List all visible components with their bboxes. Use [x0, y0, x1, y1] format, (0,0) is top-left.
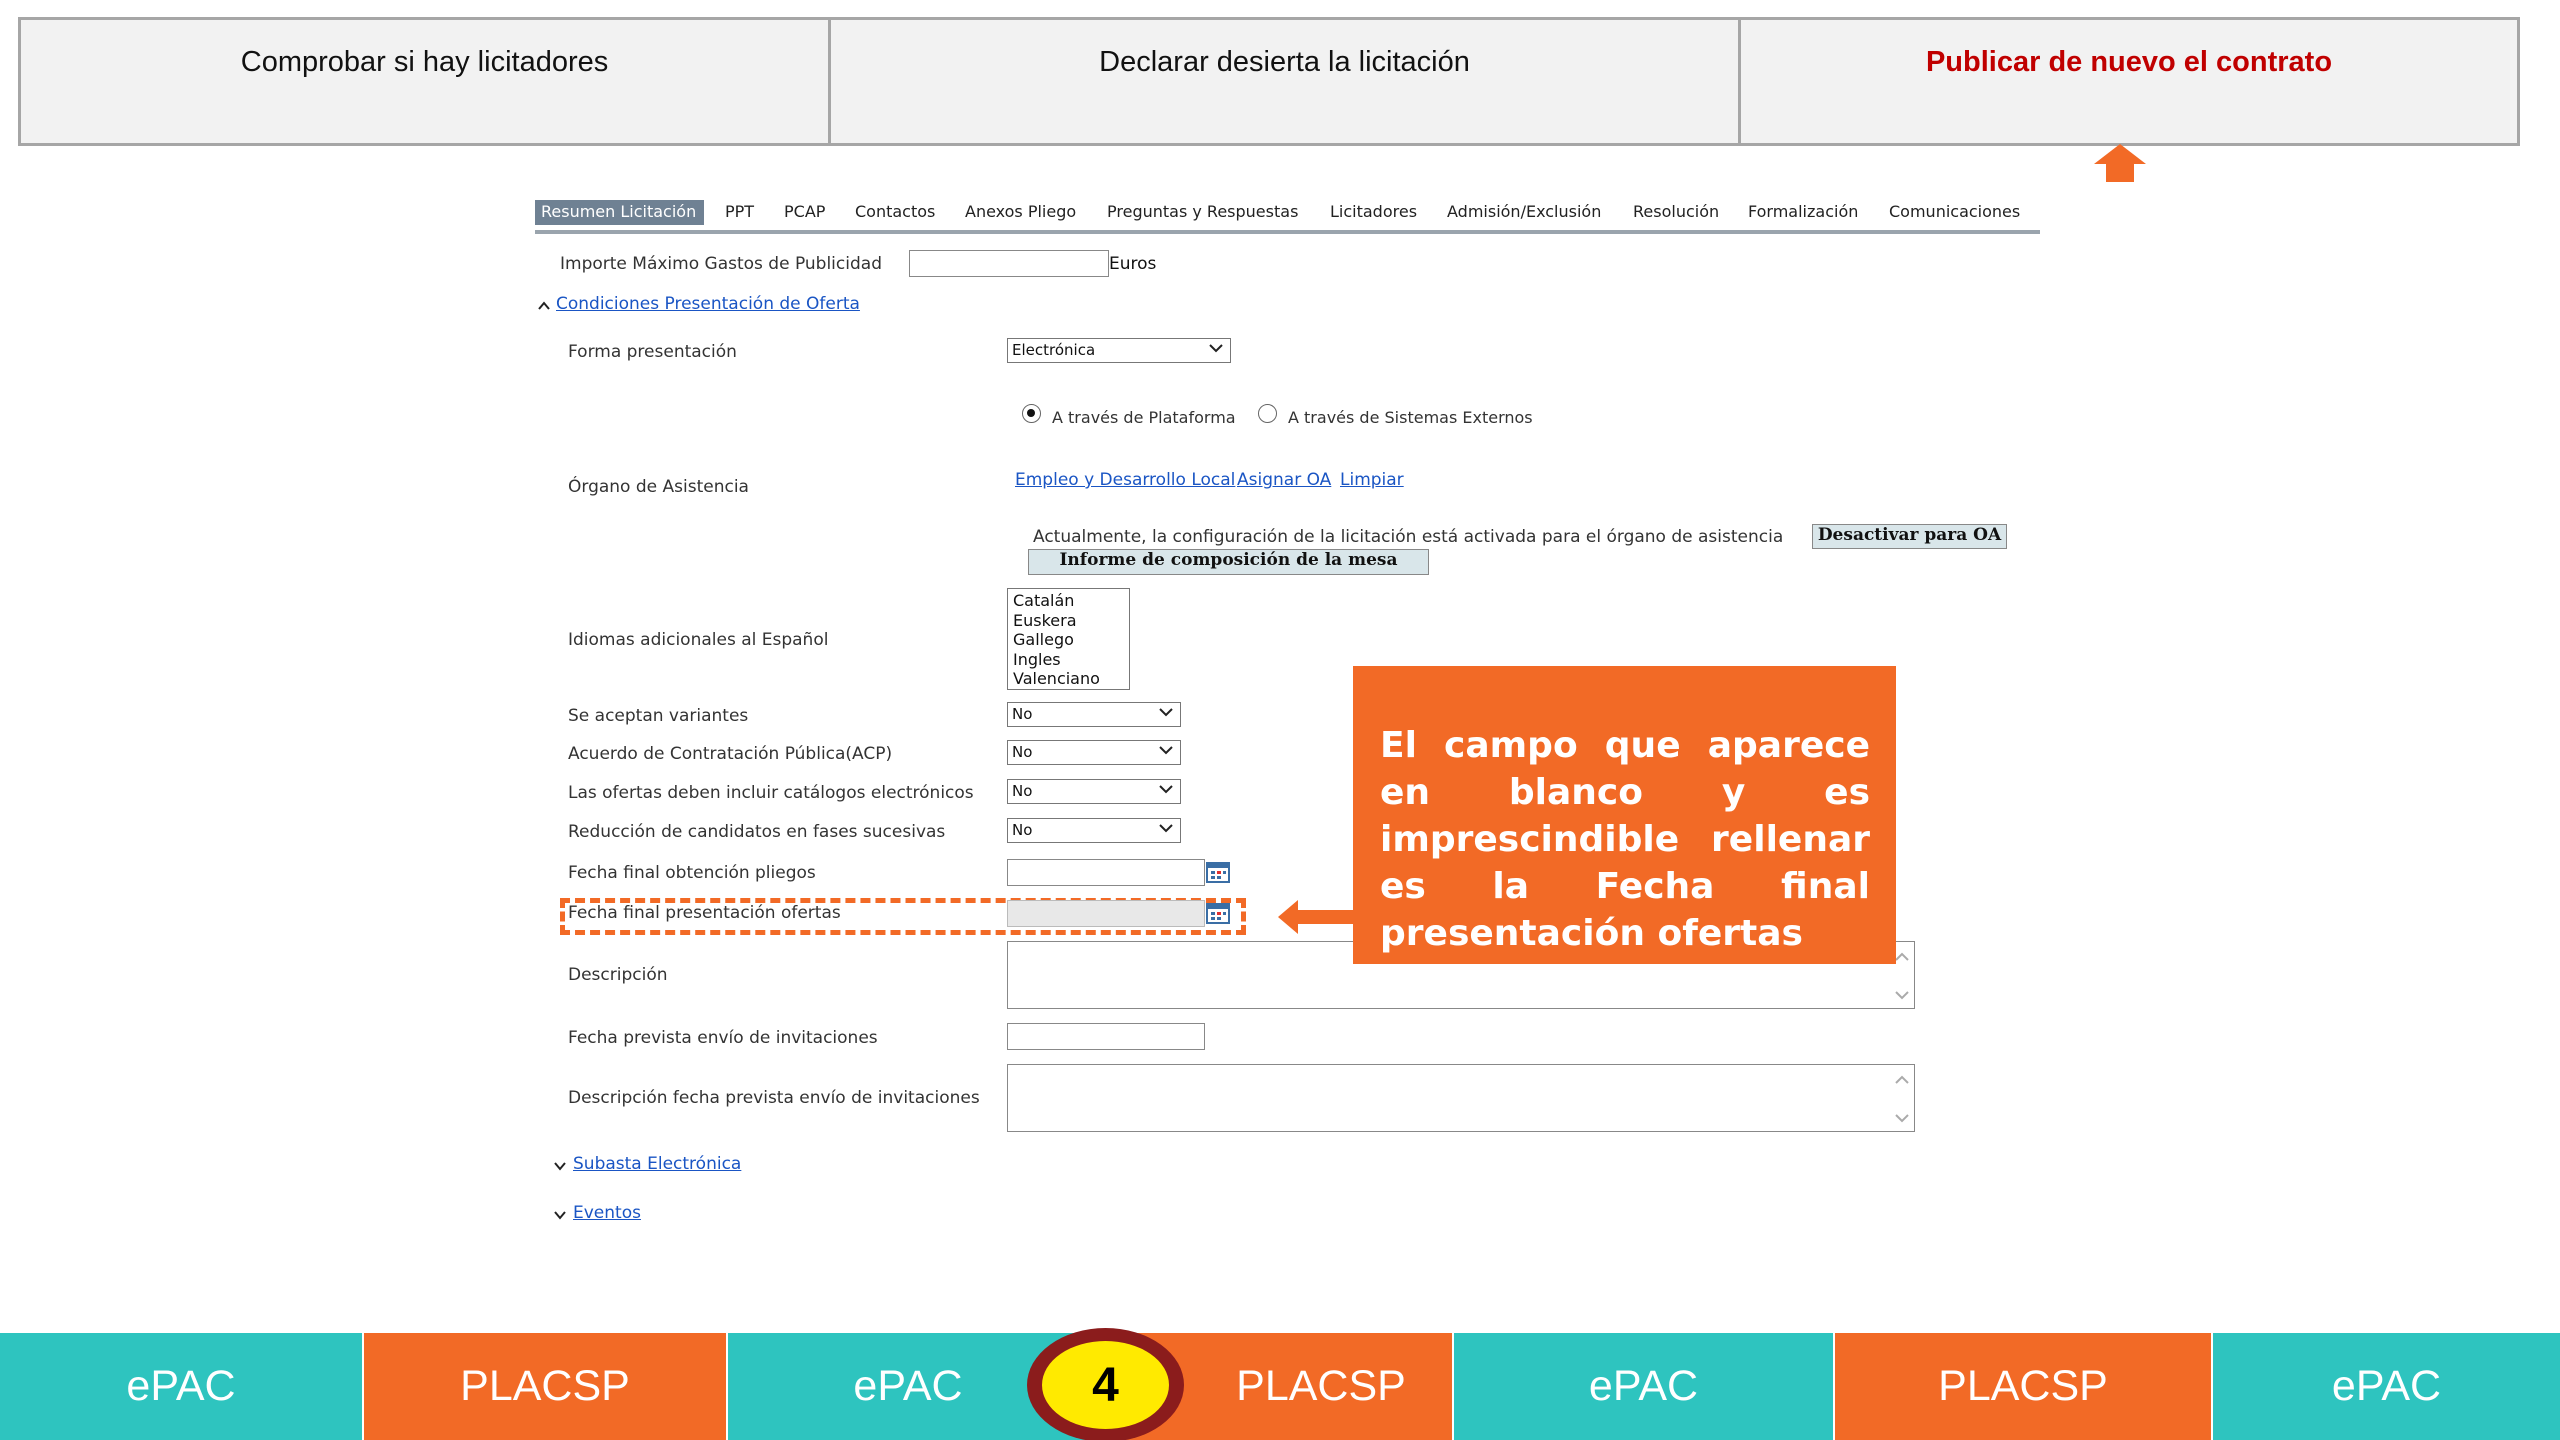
step-publicar: Publicar de nuevo el contrato [1738, 20, 2517, 143]
catalogos-label: Las ofertas deben incluir catálogos electrónicos [568, 783, 974, 803]
step-number-badge [1027, 1328, 1184, 1440]
informe-mesa-button[interactable]: Informe de composición de la mesa [1028, 549, 1429, 575]
desc-fecha-invit-label: Descripción fecha prevista envío de invitaciones [568, 1088, 980, 1108]
idioma-option[interactable]: Catalán [1013, 591, 1075, 610]
acp-label: Acuerdo de Contratación Pública(ACP) [568, 744, 893, 764]
fecha-ofertas-input[interactable] [1007, 900, 1205, 927]
chevron-down-icon [1158, 704, 1174, 720]
variantes-value: No [1012, 705, 1033, 723]
config-note: Actualmente, la configuración de la licitación está activada para el órgano de asistencia [1033, 527, 1784, 547]
organo-link[interactable]: Empleo y Desarrollo Local [1015, 470, 1236, 490]
callout-text: El campo que aparece en blanco y es imprescindible rellenar es la Fecha final presentación ofertas [1380, 725, 1870, 954]
asignar-oa-link[interactable]: Asignar OA [1237, 470, 1332, 490]
forma-value: Electrónica [1012, 341, 1096, 359]
idioma-option[interactable]: Ingles [1013, 649, 1061, 669]
fecha-pliegos-label: Fecha final obtención pliegos [568, 863, 816, 883]
chevron-down-icon [1158, 820, 1174, 836]
bottom-epac: ePAC [1452, 1333, 1833, 1440]
desc-fecha-invit-textarea[interactable] [1007, 1064, 1915, 1132]
chevron-up-icon[interactable] [536, 298, 552, 314]
tab-pcap[interactable]: PCAP [784, 202, 826, 221]
importe-label: Importe Máximo Gastos de Publicidad [560, 254, 882, 274]
up-arrow-icon [2094, 144, 2146, 182]
eventos-link[interactable]: Eventos [573, 1203, 641, 1223]
bottom-placsp: PLACSP [1833, 1333, 2211, 1440]
steps-bar [18, 17, 2520, 146]
idioma-option[interactable]: Gallego [1013, 630, 1074, 649]
step-number: 4 [1042, 1341, 1169, 1429]
desactivar-oa-button[interactable]: Desactivar para OA [1812, 524, 2007, 549]
bottom-placsp: PLACSP [362, 1333, 726, 1440]
fecha-invit-label: Fecha prevista envío de invitaciones [568, 1028, 878, 1048]
fecha-pliegos-input[interactable] [1007, 859, 1205, 886]
tab-admision-exclusion[interactable]: Admisión/Exclusión [1447, 202, 1602, 221]
descripcion-label: Descripción [568, 965, 668, 985]
tab-comunicaciones[interactable]: Comunicaciones [1889, 202, 2021, 221]
forma-select[interactable] [1007, 338, 1231, 363]
catalogos-value: No [1012, 782, 1033, 800]
radio-externos[interactable] [1258, 404, 1277, 423]
tab-anexos-pliego[interactable]: Anexos Pliego [965, 202, 1077, 221]
tab-resumen-licitacion[interactable]: Resumen Licitación [535, 200, 704, 225]
tab-resolucion[interactable]: Resolución [1633, 202, 1720, 221]
chevron-down-icon [1158, 742, 1174, 758]
callout-box [1353, 666, 1896, 964]
step-declarar: Declarar desierta la licitación [828, 20, 1738, 143]
calendar-icon[interactable] [1205, 901, 1231, 925]
step-comprobar: Comprobar si hay licitadores [240, 46, 609, 78]
acp-value: No [1012, 743, 1033, 761]
chevron-down-icon[interactable] [552, 1207, 568, 1223]
importe-input[interactable] [909, 250, 1109, 277]
left-arrow-icon [1278, 900, 1354, 934]
idioma-option[interactable]: Valenciano [1013, 669, 1100, 688]
tab-bar [535, 200, 2040, 234]
bottom-epac: ePAC [726, 1333, 1088, 1440]
radio-plataforma[interactable] [1022, 404, 1041, 423]
importe-unit: Euros [1109, 254, 1157, 274]
reduccion-label: Reducción de candidatos en fases sucesivas [568, 822, 946, 842]
variantes-label: Se aceptan variantes [568, 706, 749, 726]
catalogos-select[interactable] [1007, 779, 1181, 804]
subasta-link[interactable]: Subasta Electrónica [573, 1154, 742, 1174]
radio-plataforma-label: A través de Plataforma [1052, 408, 1236, 427]
calendar-icon[interactable] [1205, 860, 1231, 884]
chevron-down-icon[interactable] [552, 1158, 568, 1174]
organo-label: Órgano de Asistencia [568, 477, 749, 497]
reduccion-value: No [1012, 821, 1033, 839]
idiomas-label: Idiomas adicionales al Español [568, 630, 829, 650]
tab-contactos[interactable]: Contactos [855, 202, 936, 221]
tab-licitadores[interactable]: Licitadores [1330, 202, 1418, 221]
idioma-option[interactable]: Euskera [1013, 610, 1077, 630]
tab-formalizacion[interactable]: Formalización [1748, 202, 1859, 221]
variantes-select[interactable] [1007, 702, 1181, 727]
bottom-epac: ePAC [0, 1333, 362, 1440]
chevron-down-icon [1158, 781, 1174, 797]
tab-ppt[interactable]: PPT [725, 202, 755, 221]
acp-select[interactable] [1007, 740, 1181, 765]
bottom-placsp: PLACSP [1088, 1333, 1452, 1440]
scroll-arrows-icon[interactable] [1892, 1069, 1912, 1129]
forma-label: Forma presentación [568, 342, 737, 362]
fecha-ofertas-label: Fecha final presentación ofertas [568, 903, 841, 923]
condiciones-link[interactable]: Condiciones Presentación de Oferta [556, 294, 860, 314]
fecha-invit-input[interactable] [1007, 1023, 1205, 1050]
chevron-down-icon [1208, 340, 1224, 356]
limpiar-link[interactable]: Limpiar [1340, 470, 1404, 490]
tab-preguntas-respuestas[interactable]: Preguntas y Respuestas [1107, 202, 1299, 221]
reduccion-select[interactable] [1007, 818, 1181, 843]
bottom-epac: ePAC [2211, 1333, 2560, 1440]
radio-externos-label: A través de Sistemas Externos [1288, 408, 1533, 427]
bottom-bar [0, 1333, 2560, 1440]
idiomas-listbox[interactable] [1007, 588, 1130, 690]
